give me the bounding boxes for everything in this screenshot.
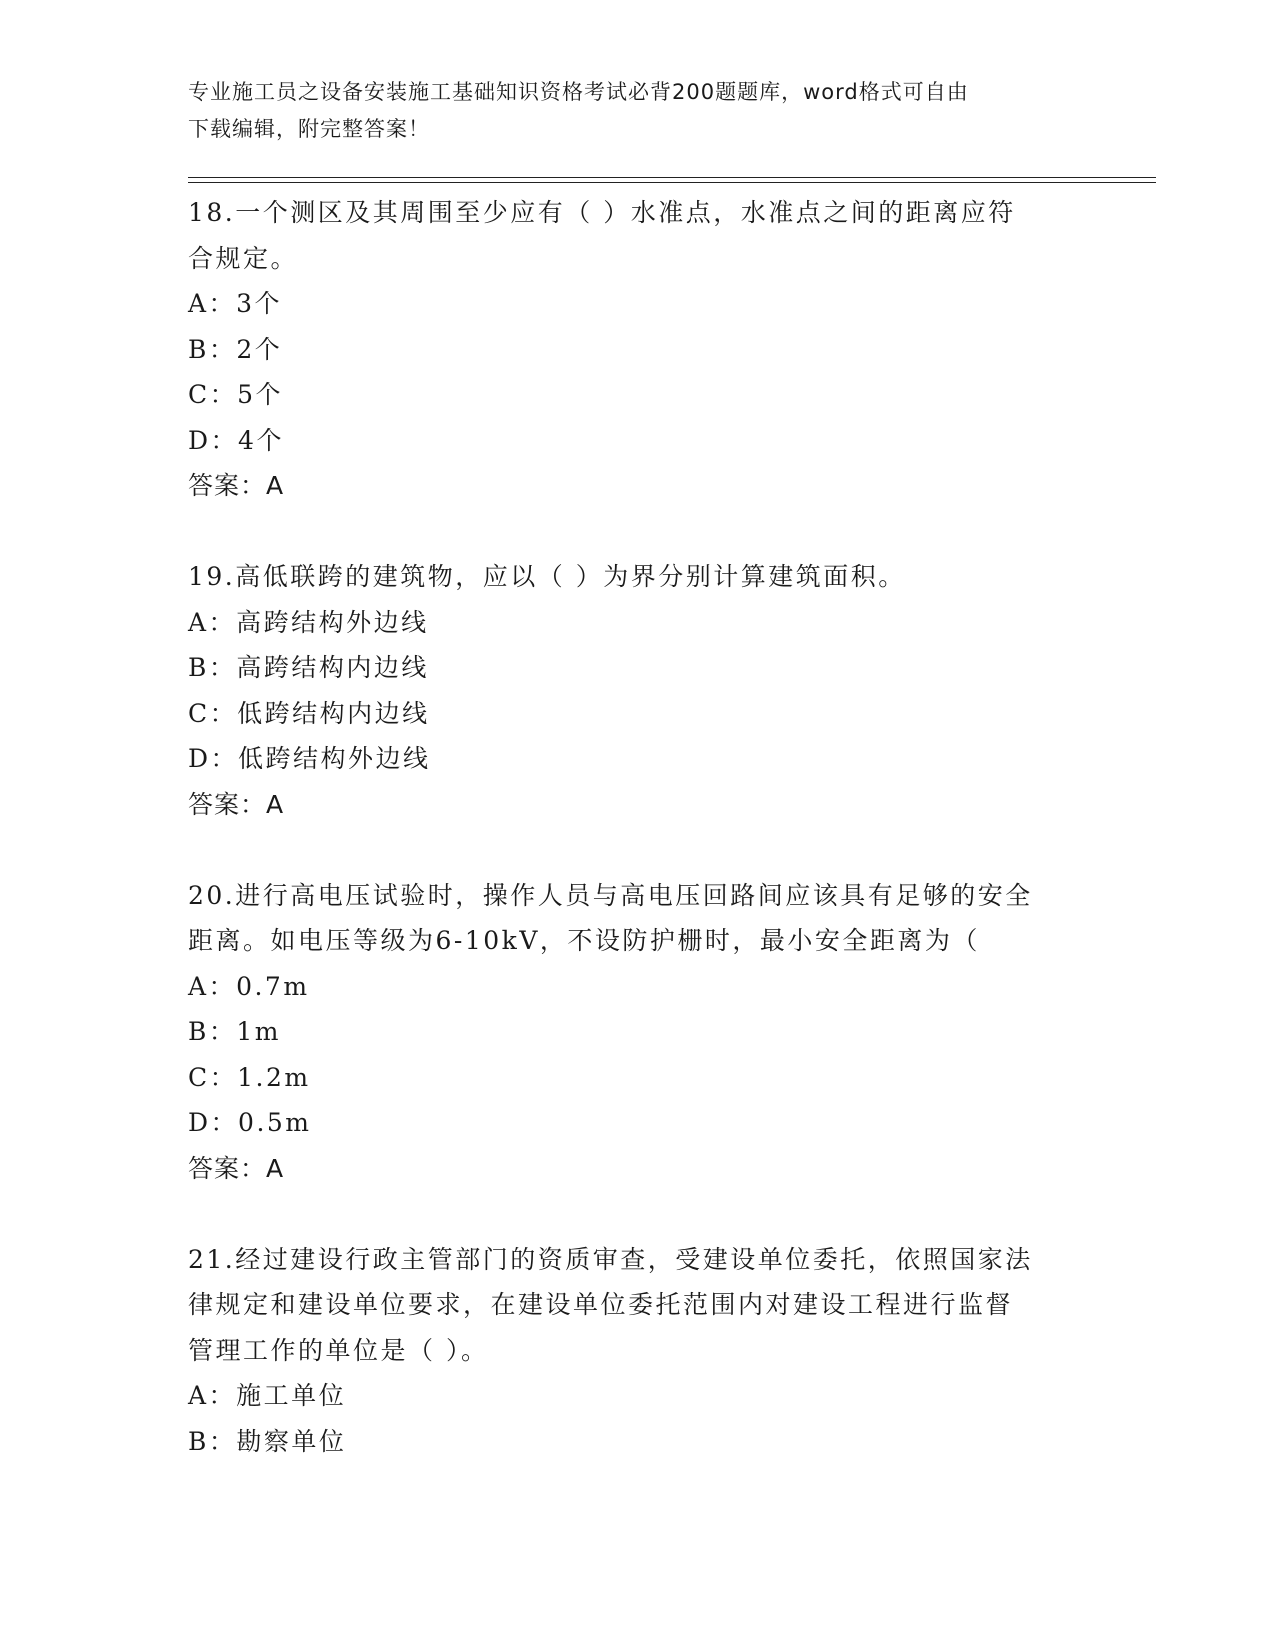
option-letter: B： xyxy=(188,653,237,682)
option-letter: D： xyxy=(188,425,239,455)
option-b xyxy=(188,327,1088,373)
option-text: 4个 xyxy=(238,425,284,455)
question-21 xyxy=(188,1237,1088,1465)
answer-label: 答案： xyxy=(188,1153,267,1183)
option-letter: A： xyxy=(188,607,237,637)
option-text: 低跨结构外边线 xyxy=(238,744,431,773)
option-letter: C： xyxy=(188,1062,238,1092)
option-c xyxy=(188,691,1088,737)
option-c xyxy=(188,1055,1088,1101)
option-letter: D： xyxy=(188,744,239,773)
answer-value: A xyxy=(266,1153,285,1183)
answer-line xyxy=(188,463,1088,509)
header-divider-bottom xyxy=(188,182,1156,183)
question-spacer xyxy=(188,827,1088,873)
option-text: 0.5m xyxy=(238,1108,312,1137)
option-text: 5个 xyxy=(237,380,284,409)
answer-value: A xyxy=(266,471,285,500)
option-letter: A： xyxy=(188,971,237,1001)
option-letter: B： xyxy=(188,1017,237,1046)
option-text: 高跨结构外边线 xyxy=(236,607,429,637)
option-text: 3个 xyxy=(236,289,282,318)
option-b xyxy=(188,645,1088,691)
option-letter: A： xyxy=(188,1381,237,1410)
question-spacer xyxy=(188,509,1088,555)
question-stem-line: 21.经过建设行政主管部门的资质审查，受建设单位委托，依照国家法 xyxy=(188,1244,1033,1274)
question-list xyxy=(188,190,1088,1464)
question-stem-line: 20.进行高电压试验时，操作人员与高电压回路间应该具有足够的安全 xyxy=(188,880,1033,910)
option-b xyxy=(188,1009,1088,1055)
option-d xyxy=(188,736,1088,782)
question-stem-line: 18.一个测区及其周围至少应有（ ）水准点，水准点之间的距离应符 xyxy=(188,198,1016,227)
option-text: 高跨结构内边线 xyxy=(236,653,429,682)
option-a xyxy=(188,281,1088,327)
answer-line xyxy=(188,1146,1088,1192)
question-stem-line: 律规定和建设单位要求，在建设单位委托范围内对建设工程进行监督 xyxy=(188,1290,1014,1319)
question-20 xyxy=(188,873,1088,1192)
answer-line xyxy=(188,782,1088,828)
option-a xyxy=(188,964,1088,1010)
option-letter: A： xyxy=(188,289,237,318)
option-text: 1.2m xyxy=(237,1062,311,1092)
question-18 xyxy=(188,190,1088,509)
option-letter: C： xyxy=(188,380,238,409)
header-divider-top xyxy=(188,177,1156,178)
question-stem-line: 19.高低联跨的建筑物，应以（ ）为界分别计算建筑面积。 xyxy=(188,562,906,591)
option-text: 1m xyxy=(236,1017,281,1046)
answer-label: 答案： xyxy=(188,471,267,500)
option-letter: C： xyxy=(188,698,238,728)
question-19 xyxy=(188,554,1088,827)
option-d xyxy=(188,418,1088,464)
option-letter: D： xyxy=(188,1108,239,1137)
header-line-2: 下载编辑，附完整答案！ xyxy=(188,117,430,141)
document-header xyxy=(188,74,1088,148)
answer-label: 答案： xyxy=(188,789,267,819)
question-stem-line: 距离。如电压等级为6-10kV，不设防护栅时，最小安全距离为（ xyxy=(188,926,980,955)
option-letter: B： xyxy=(188,1426,237,1456)
question-stem-line: 管理工作的单位是（ ）。 xyxy=(188,1335,489,1365)
option-a xyxy=(188,600,1088,646)
option-letter: B： xyxy=(188,334,237,364)
option-text: 0.7m xyxy=(236,971,310,1001)
question-spacer xyxy=(188,1191,1088,1237)
option-text: 低跨结构内边线 xyxy=(237,698,430,728)
option-d xyxy=(188,1100,1088,1146)
header-line-1: 专业施工员之设备安装施工基础知识资格考试必背200题题库，word格式可自由 xyxy=(188,80,969,104)
question-stem-line: 合规定。 xyxy=(188,243,299,273)
option-b xyxy=(188,1419,1088,1465)
option-text: 勘察单位 xyxy=(236,1426,347,1456)
option-text: 施工单位 xyxy=(236,1381,347,1410)
option-text: 2个 xyxy=(236,334,283,364)
answer-value: A xyxy=(266,789,285,819)
option-a xyxy=(188,1373,1088,1419)
option-c xyxy=(188,372,1088,418)
